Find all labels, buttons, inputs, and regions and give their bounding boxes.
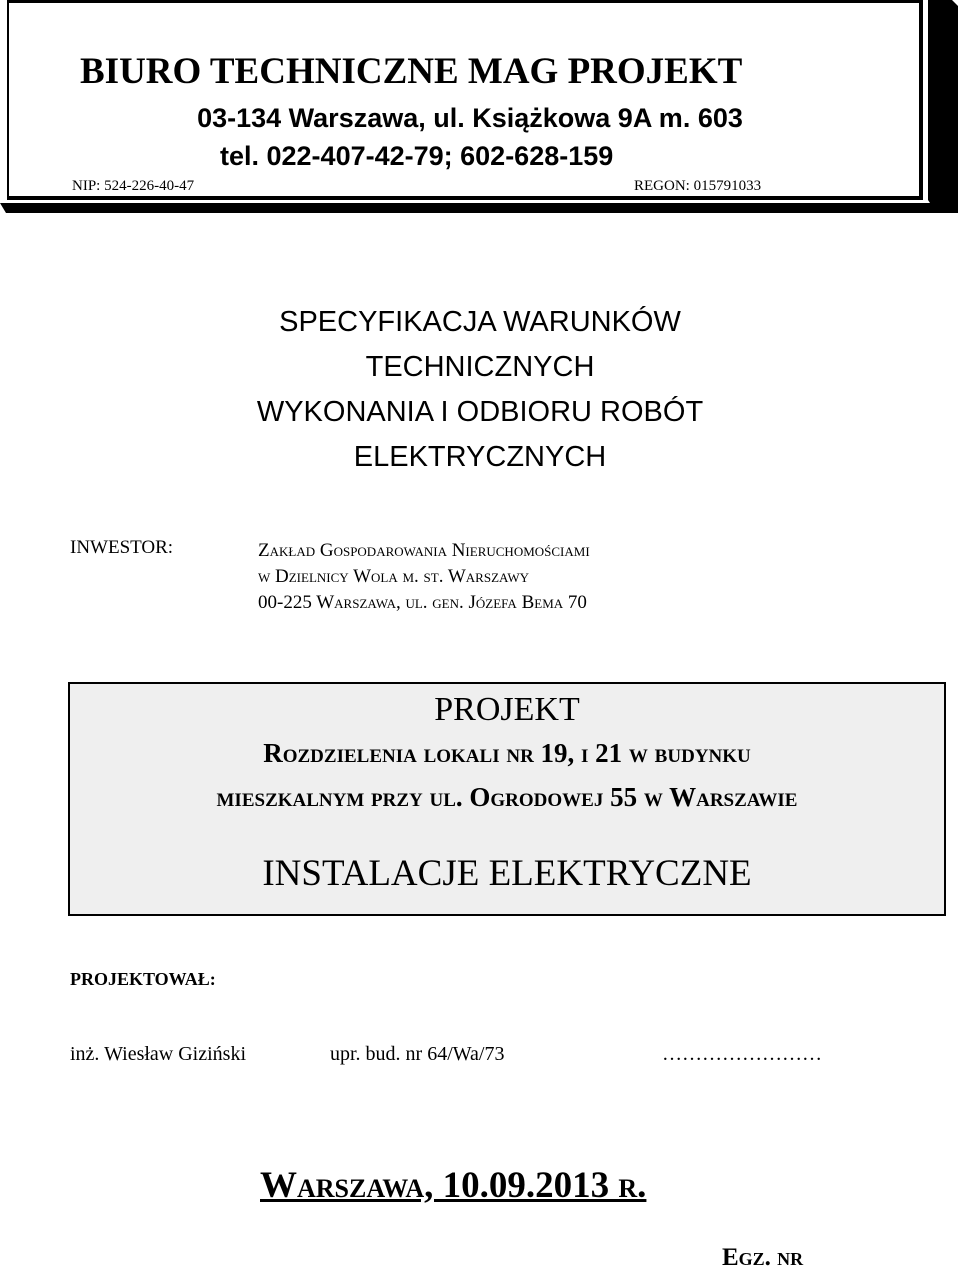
document-title (100, 300, 860, 480)
investor-details (258, 538, 590, 616)
investor-label: INWESTOR: (70, 537, 174, 558)
company-name: BIURO TECHNICZNE MAG PROJEKT (80, 51, 743, 92)
company-address: 03-134 Warszawa, ul. Książkowa 9A m. 603 (197, 103, 743, 133)
investor-district: w Dzielnicy Wola m. st. Warszawy (258, 566, 530, 587)
company-nip: NIP: 524-226-40-47 (72, 178, 195, 194)
investor-address: 00-225 Warszawa, ul. gen. Józefa Bema 70 (258, 592, 587, 613)
document-title-line: ELEKTRYCZNYCH (353, 441, 607, 473)
signature-line: …………………… (662, 1043, 822, 1065)
letterhead-shadow-bottom (0, 200, 958, 210)
company-regon: REGON: 015791033 (634, 178, 762, 194)
place-date: Warszawa, 10.09.2013 r. (260, 1165, 647, 1206)
designer-name: inż. Wiesław Giziński (70, 1043, 247, 1065)
letterhead-shadow-right (928, 0, 958, 206)
project-title: PROJEKT (434, 691, 580, 728)
document-title-line: SPECYFIKACJA WARUNKÓW (279, 306, 681, 338)
company-phone: tel. 022-407-42-79; 602-628-159 (220, 141, 614, 171)
project-scope-line2: mieszkalnym przy ul. Ogrodowej 55 w Warszawie (216, 782, 798, 812)
designer-license: upr. bud. nr 64/Wa/73 (330, 1043, 505, 1065)
designer-label: PROJEKTOWAŁ: (70, 969, 216, 989)
document-title-line: TECHNICZNYCH (365, 351, 595, 383)
copy-number: Egz. nr (722, 1244, 804, 1271)
project-discipline: INSTALACJE ELEKTRYCZNE (262, 853, 752, 894)
investor-name: Zakład Gospodarowania Nieruchomościami (258, 540, 590, 561)
project-scope-line1: Rozdzielenia lokali nr 19, i 21 w budynku (263, 738, 751, 768)
document-title-line: WYKONANIA I ODBIORU ROBÓT (256, 396, 704, 428)
